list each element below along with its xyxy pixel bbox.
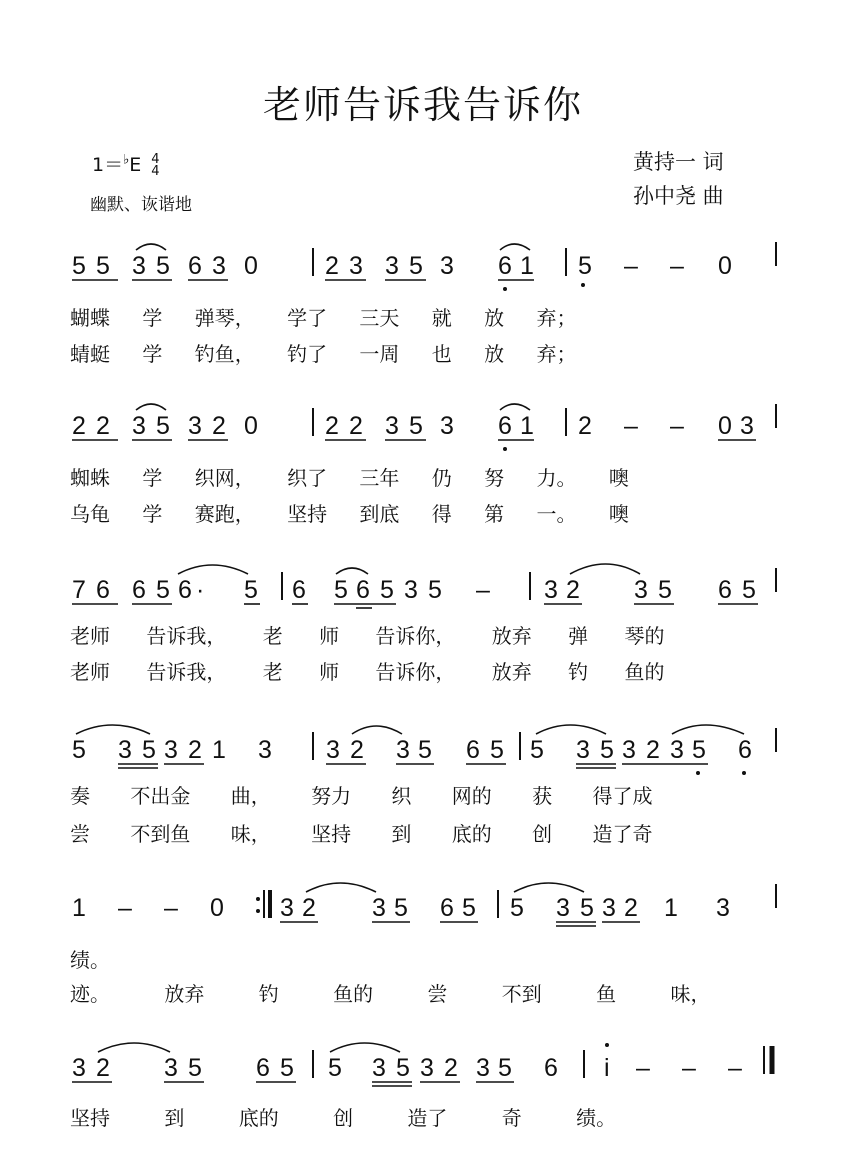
note: 7 <box>72 576 86 604</box>
note: – <box>636 1054 650 1082</box>
note: 5 <box>156 412 170 440</box>
note: 5 <box>428 576 442 604</box>
note: 3 <box>132 412 146 440</box>
note: 2 <box>325 412 339 440</box>
note: 3 <box>440 252 454 280</box>
note: 6 <box>440 894 454 922</box>
note: 5 <box>510 894 524 922</box>
note: 2 <box>624 894 638 922</box>
note: 1 <box>664 894 678 922</box>
lyrics-row3-verse2: 老师 告诉我， 老 师 告诉你， 放弃 钓 鱼的 <box>70 660 665 684</box>
note: 5 <box>72 736 86 764</box>
note: 0 <box>244 412 258 440</box>
note: 5 <box>578 252 592 280</box>
note: 5 <box>328 1054 342 1082</box>
composer-credit: 孙中尧 曲 <box>633 184 724 208</box>
note: 0 <box>718 412 732 440</box>
note: 3 <box>188 412 202 440</box>
note: 2 <box>96 1054 110 1082</box>
note: – <box>670 412 684 440</box>
note: 3 <box>602 894 616 922</box>
note: 5 <box>396 1054 410 1082</box>
note: 0 <box>244 252 258 280</box>
note: 3 <box>576 736 590 764</box>
note: 3 <box>118 736 132 764</box>
key-prefix: 1＝ <box>92 154 124 176</box>
note: 2 <box>444 1054 458 1082</box>
note: 5 <box>658 576 672 604</box>
lyrics-row2-verse2: 乌龟 学 赛跑， 坚持 到底 得 第 一。 噢 <box>70 502 629 526</box>
note: 5 <box>380 576 394 604</box>
lyrics-row5-verse1: 绩。 <box>70 948 110 972</box>
lyrics-row1-verse1: 蝴蝶 学 弹琴， 学了 三天 就 放 弃； <box>70 306 577 330</box>
lyrics-row3-verse1: 老师 告诉我， 老 师 告诉你， 放弃 弹 琴的 <box>70 624 665 648</box>
note: 5 <box>280 1054 294 1082</box>
note: 6 <box>96 576 110 604</box>
flat-sign: ♭ <box>123 152 130 168</box>
note: 3 <box>440 412 454 440</box>
note: 3 <box>420 1054 434 1082</box>
note: 5 <box>580 894 594 922</box>
note: 5 <box>156 252 170 280</box>
note: 3 <box>372 894 386 922</box>
note: 5 <box>600 736 614 764</box>
note: – <box>624 412 638 440</box>
note: – <box>118 894 132 922</box>
note: 5 <box>142 736 156 764</box>
note: i <box>604 1054 610 1082</box>
note: 3 <box>544 576 558 604</box>
note: – <box>728 1054 742 1082</box>
note: – <box>682 1054 696 1082</box>
note: 1 <box>72 894 86 922</box>
note: 3 <box>349 252 363 280</box>
note: 3 <box>212 252 226 280</box>
note: 3 <box>258 736 272 764</box>
note: 3 <box>396 736 410 764</box>
note: 0 <box>210 894 224 922</box>
note: – <box>624 252 638 280</box>
lyrics-row1-verse2: 蜻蜓 学 钓鱼， 钓了 一周 也 放 弃； <box>70 342 577 366</box>
lyrics-row5-verse2: 迹。 放弃 钓 鱼的 尝 不到 鱼 味， <box>70 982 711 1006</box>
lyricist-credit: 黄持一 词 <box>633 150 724 174</box>
note: 1 <box>520 252 534 280</box>
note: 3 <box>622 736 636 764</box>
note: 2 <box>349 412 363 440</box>
note: 1 <box>520 412 534 440</box>
note: 3 <box>716 894 730 922</box>
note: 5 <box>409 252 423 280</box>
note: 5 <box>498 1054 512 1082</box>
note: 5 <box>490 736 504 764</box>
key-letter: E <box>129 154 142 176</box>
note: 2 <box>646 736 660 764</box>
lyrics-row2-verse1: 蜘蛛 学 织网， 织了 三年 仍 努 力。 噢 <box>70 466 629 490</box>
song-title: 老师告诉我告诉你 <box>262 83 583 127</box>
note: 2 <box>212 412 226 440</box>
note: 3 <box>164 1054 178 1082</box>
note: 5 <box>409 412 423 440</box>
note: 5 <box>462 894 476 922</box>
time-bottom: 4 <box>151 163 160 179</box>
row1-notation <box>0 0 1 1</box>
lyrics-row4-verse1: 奏 不出金 曲， 努力 织 网的 获 得了成 <box>70 784 653 808</box>
note: 5 <box>156 576 170 604</box>
note: 5 <box>334 576 348 604</box>
note: 6 <box>178 576 192 604</box>
note: 5 <box>742 576 756 604</box>
lyrics-row6: 坚持 到 底的 创 造了 奇 绩。 <box>70 1106 617 1130</box>
note: – <box>476 576 490 604</box>
note: · <box>196 576 205 604</box>
note: 3 <box>72 1054 86 1082</box>
note: 3 <box>372 1054 386 1082</box>
note: 3 <box>556 894 570 922</box>
note: 5 <box>418 736 432 764</box>
note: 0 <box>718 252 732 280</box>
note: 2 <box>188 736 202 764</box>
note: 6 <box>498 412 512 440</box>
note: 3 <box>634 576 648 604</box>
note: 2 <box>578 412 592 440</box>
row1-notes-a: 5 <box>72 252 86 280</box>
note: 3 <box>326 736 340 764</box>
row1-notes-b: 5 <box>96 252 110 280</box>
note: 6 <box>188 252 202 280</box>
note: 2 <box>96 412 110 440</box>
note: 3 <box>404 576 418 604</box>
note: 2 <box>325 252 339 280</box>
note: 5 <box>188 1054 202 1082</box>
note: – <box>164 894 178 922</box>
note: 2 <box>302 894 316 922</box>
note: 6 <box>738 736 752 764</box>
note: 5 <box>394 894 408 922</box>
note: 2 <box>566 576 580 604</box>
expression-marking: 幽默、诙谐地 <box>90 195 192 215</box>
note: 5 <box>692 736 706 764</box>
note: 6 <box>544 1054 558 1082</box>
note: 2 <box>72 412 86 440</box>
note: 3 <box>385 252 399 280</box>
note: 6 <box>292 576 306 604</box>
note: 5 <box>244 576 258 604</box>
note: 6 <box>498 252 512 280</box>
note: 6 <box>256 1054 270 1082</box>
note: 3 <box>740 412 754 440</box>
note: – <box>670 252 684 280</box>
note: 5 <box>530 736 544 764</box>
note: 3 <box>132 252 146 280</box>
note: 6 <box>132 576 146 604</box>
note: 6 <box>718 576 732 604</box>
note: 3 <box>670 736 684 764</box>
lyrics-row4-verse2: 尝 不到鱼 味， 坚持 到 底的 创 造了奇 <box>70 822 653 846</box>
note: 1 <box>212 736 226 764</box>
note: 3 <box>476 1054 490 1082</box>
note: 3 <box>280 894 294 922</box>
time-top: 4 <box>151 151 160 167</box>
note: 6 <box>466 736 480 764</box>
note: 2 <box>350 736 364 764</box>
note: 3 <box>385 412 399 440</box>
note: 6 <box>356 576 370 604</box>
note: 3 <box>164 736 178 764</box>
